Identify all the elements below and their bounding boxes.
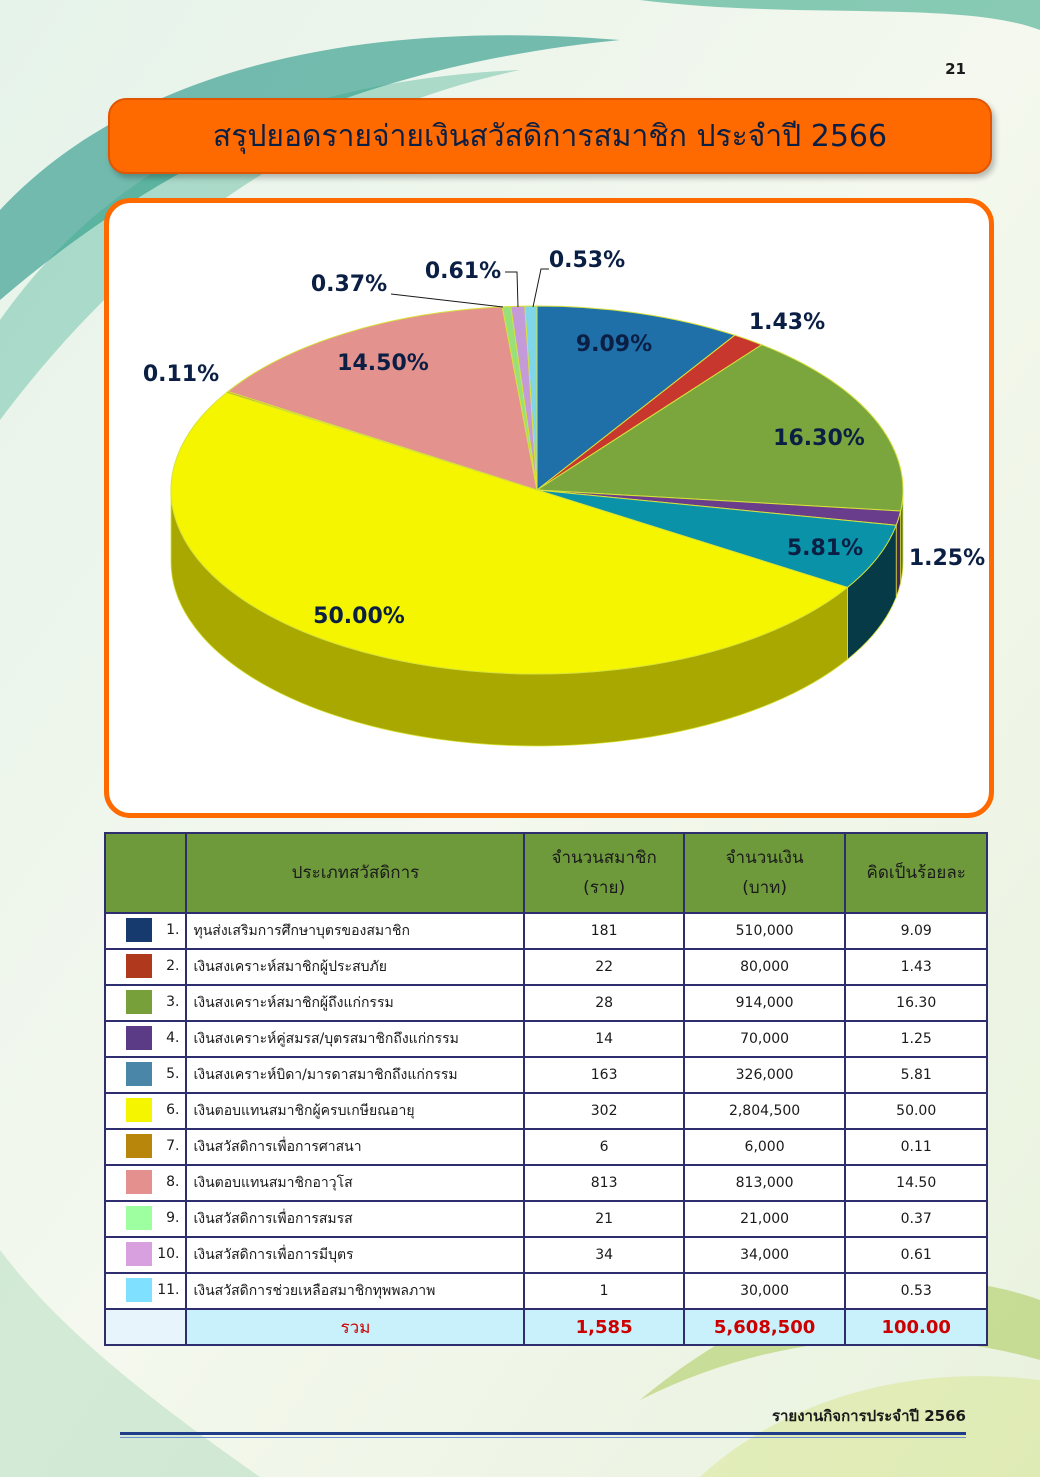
member-count: 1 [524,1273,683,1309]
header-amount [684,833,846,913]
row-number: 2. [166,958,180,974]
percent-value: 1.43 [845,949,987,985]
percent-value: 0.11 [845,1129,987,1165]
row-number: 5. [166,1066,180,1082]
slice-label-4: 1.25% [908,546,986,571]
color-swatch [126,918,152,942]
welfare-type: เงินสวัสดิการเพื่อการมีบุตร [186,1237,524,1273]
color-swatch [126,1206,152,1230]
row-index-cell [105,949,186,985]
pie-chart-frame [104,198,994,818]
member-count: 163 [524,1057,683,1093]
percent-value: 5.81 [845,1057,987,1093]
header-type: ประเภทสวัสดิการ [186,833,524,913]
row-number: 1. [166,922,180,938]
total-amount: 5,608,500 [684,1309,846,1345]
row-index-cell [105,1201,186,1237]
table-row [105,1165,987,1201]
welfare-summary-table [104,832,988,1346]
color-swatch [126,1170,152,1194]
table-row [105,1237,987,1273]
table-header-row [105,833,987,913]
color-swatch [126,1242,152,1266]
header-percent: คิดเป็นร้อยละ [845,833,987,913]
welfare-type: เงินสงเคราะห์สมาชิกผู้ถึงแก่กรรม [186,985,524,1021]
pie-chart [109,203,989,813]
slice-label-9: 0.37% [310,272,388,297]
header-amount-line2: (บาท) [742,878,787,898]
slice-label-7: 0.11% [142,362,220,387]
welfare-type: เงินสวัสดิการเพื่อการสมรส [186,1201,524,1237]
member-count: 21 [524,1201,683,1237]
percent-value: 0.53 [845,1273,987,1309]
amount-baht: 510,000 [684,913,846,949]
slice-label-1: 9.09% [575,332,653,357]
percent-value: 16.30 [845,985,987,1021]
amount-baht: 6,000 [684,1129,846,1165]
row-number: 3. [166,994,180,1010]
slice-label-5: 5.81% [786,536,864,561]
header-amount-line1: จำนวนเงิน [725,848,804,868]
welfare-type: เงินสงเคราะห์บิดา/มารดาสมาชิกถึงแก่กรรม [186,1057,524,1093]
percent-value: 9.09 [845,913,987,949]
member-count: 302 [524,1093,683,1129]
table-row [105,1021,987,1057]
percent-value: 50.00 [845,1093,987,1129]
row-index-cell [105,985,186,1021]
row-index-cell [105,1057,186,1093]
member-count: 181 [524,913,683,949]
amount-baht: 80,000 [684,949,846,985]
color-swatch [126,1134,152,1158]
slice-label-2: 1.43% [748,310,826,335]
slice-label-11: 0.53% [548,248,626,273]
member-count: 6 [524,1129,683,1165]
table-row [105,1093,987,1129]
row-number: 11. [157,1282,180,1298]
table-row [105,949,987,985]
welfare-type: เงินสงเคราะห์คู่สมรส/บุตรสมาชิกถึงแก่กรรม [186,1021,524,1057]
percent-value: 0.37 [845,1201,987,1237]
row-index-cell [105,1129,186,1165]
welfare-type: ทุนส่งเสริมการศึกษาบุตรของสมาชิก [186,913,524,949]
footer-report-title: รายงานกิจการประจำปี 2566 [771,1407,966,1425]
member-count: 22 [524,949,683,985]
header-members-line2: (ราย) [583,878,626,898]
row-index-cell [105,1165,186,1201]
row-index-cell [105,913,186,949]
welfare-type: เงินสงเคราะห์สมาชิกผู้ประสบภัย [186,949,524,985]
amount-baht: 326,000 [684,1057,846,1093]
page-title: สรุปยอดรายจ่ายเงินสวัสดิการสมาชิก ประจำปี 2566 [212,118,888,154]
leader-line-11 [533,269,549,307]
header-index [105,833,186,913]
member-count: 813 [524,1165,683,1201]
table-row [105,1129,987,1165]
member-count: 28 [524,985,683,1021]
color-swatch [126,1062,152,1086]
footer-rule [120,1432,966,1435]
page-number: 21 [945,60,966,78]
slice-label-8: 14.50% [337,351,429,376]
slice-label-10: 0.61% [424,259,502,284]
table-row [105,1273,987,1309]
member-count: 14 [524,1021,683,1057]
color-swatch [126,1278,152,1302]
header-members-line1: จำนวนสมาชิก [551,848,657,868]
row-number: 10. [157,1246,180,1262]
welfare-type: เงินสวัสดิการช่วยเหลือสมาชิกทุพพลภาพ [186,1273,524,1309]
row-index-cell [105,1273,186,1309]
total-blank-cell [105,1309,186,1345]
amount-baht: 30,000 [684,1273,846,1309]
color-swatch [126,1098,152,1122]
welfare-type: เงินตอบแทนสมาชิกอาวุโส [186,1165,524,1201]
amount-baht: 21,000 [684,1201,846,1237]
color-swatch [126,954,152,978]
leader-line-9 [391,294,503,307]
header-members [524,833,683,913]
row-number: 4. [166,1030,180,1046]
slice-label-3: 16.30% [773,426,865,451]
row-number: 8. [166,1174,180,1190]
total-percent: 100.00 [845,1309,987,1345]
table-row [105,913,987,949]
percent-value: 1.25 [845,1021,987,1057]
row-number: 9. [166,1210,180,1226]
amount-baht: 70,000 [684,1021,846,1057]
welfare-type: เงินตอบแทนสมาชิกผู้ครบเกษียณอายุ [186,1093,524,1129]
row-index-cell [105,1237,186,1273]
total-label: รวม [186,1309,524,1345]
total-row [105,1309,987,1345]
row-number: 7. [166,1138,180,1154]
slice-label-6: 50.00% [313,604,405,629]
footer-rule-thin [120,1437,966,1438]
row-number: 6. [166,1102,180,1118]
percent-value: 14.50 [845,1165,987,1201]
amount-baht: 914,000 [684,985,846,1021]
amount-baht: 34,000 [684,1237,846,1273]
total-members: 1,585 [524,1309,683,1345]
member-count: 34 [524,1237,683,1273]
row-index-cell [105,1021,186,1057]
table-row [105,1057,987,1093]
row-index-cell [105,1093,186,1129]
color-swatch [126,1026,152,1050]
table-row [105,1201,987,1237]
welfare-type: เงินสวัสดิการเพื่อการศาสนา [186,1129,524,1165]
color-swatch [126,990,152,1014]
percent-value: 0.61 [845,1237,987,1273]
title-banner [108,98,992,174]
amount-baht: 813,000 [684,1165,846,1201]
amount-baht: 2,804,500 [684,1093,846,1129]
leader-line-10 [505,272,518,307]
table-row [105,985,987,1021]
